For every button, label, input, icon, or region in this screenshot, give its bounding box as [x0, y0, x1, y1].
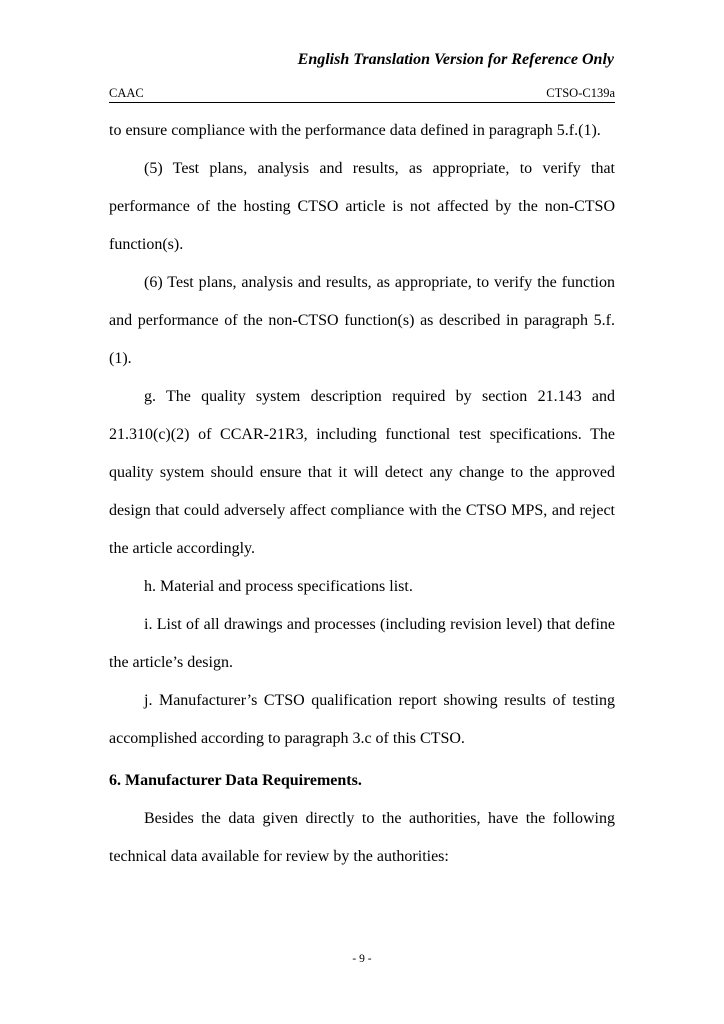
paragraph-continuation: to ensure compliance with the performance data defined in paragraph 5.f.(1). [109, 122, 601, 139]
paragraph-item-6: (6) Test plans, analysis and results, as appropriate, to verify the function and performance of the non-CTSO function(s) as described in paragraph 5.f.(1). [109, 274, 615, 367]
document-body [109, 112, 615, 876]
paragraph-item-i: i. List of all drawings and processes (including revision level) that define the article’s design. [109, 616, 615, 671]
paragraph-item-h: h. Material and process specifications list. [144, 578, 413, 595]
section-heading: 6. Manufacturer Data Requirements. [109, 772, 362, 789]
header-organization: CAAC [109, 86, 144, 100]
paragraph-item-g: g. The quality system description required by section 21.143 and 21.310(c)(2) of CCAR-21R3, including functional test specifications. The quality system should ensure that it will detect any change to the approved design that could adversely affect compliance with the CTSO MPS, and reject the article accordingly. [109, 388, 615, 557]
section-intro-paragraph: Besides the data given directly to the authorities, have the following technical data available for review by the authorities: [109, 810, 615, 865]
paragraph-item-j: j. Manufacturer’s CTSO qualification report showing results of testing accomplished according to paragraph 3.c of this CTSO. [109, 692, 615, 747]
page-number: - 9 - [352, 953, 372, 965]
paragraph-item-5: (5) Test plans, analysis and results, as appropriate, to verify that performance of the hosting CTSO article is not affected by the non-CTSO function(s). [109, 160, 615, 253]
running-header [109, 86, 615, 103]
header-document-id: CTSO-C139a [546, 86, 615, 100]
document-banner: English Translation Version for Reference Only [297, 51, 614, 68]
